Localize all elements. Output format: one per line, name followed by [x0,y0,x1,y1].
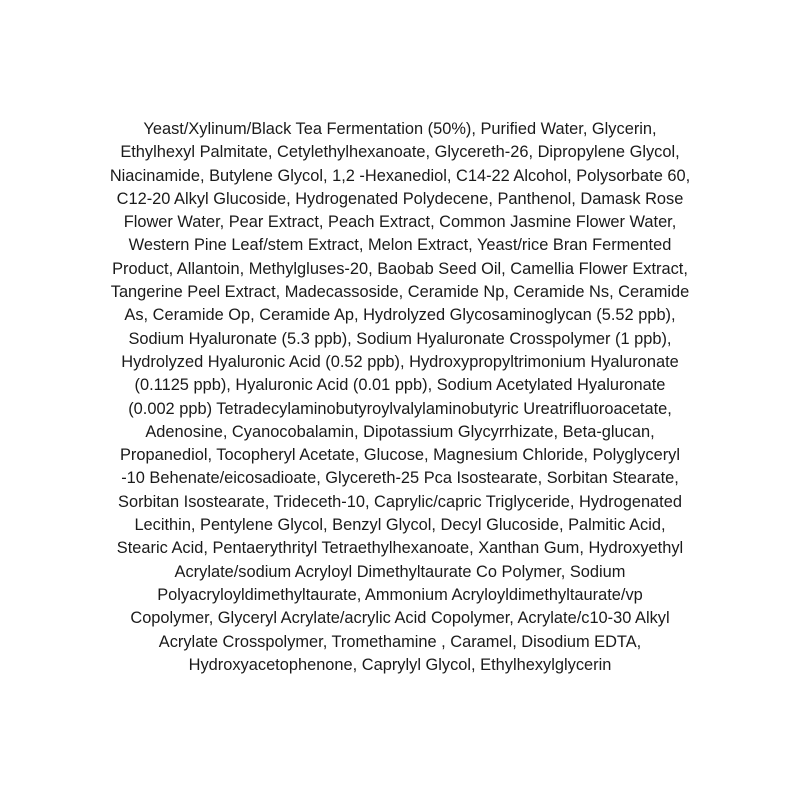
ingredient-line: Sodium Hyaluronate (5.3 ppb), Sodium Hyaluronate Crosspolymer (1 ppb), [128,329,672,348]
ingredient-line: Product, Allantoin, Methylgluses-20, Baobab Seed Oil, Camellia Flower Extract, [112,259,688,278]
ingredient-line: Ethylhexyl Palmitate, Cetylethylhexanoate, Glycereth-26, Dipropylene Glycol, [120,143,680,162]
ingredient-line: Polyacryloyldimethyltaurate, Ammonium Acryloyldimethyltaurate/vp [157,585,643,604]
ingredient-line: Lecithin, Pentylene Glycol, Benzyl Glycol, Decyl Glucoside, Palmitic Acid, [134,516,666,535]
ingredient-line: Yeast/Xylinum/Black Tea Fermentation (50%), Purified Water, Glycerin, [143,120,657,138]
ingredient-line: Sorbitan Isostearate, Trideceth-10, Caprylic/capric Triglyceride, Hydrogenated [118,492,682,511]
ingredient-line: (0.1125 ppb), Hyaluronic Acid (0.01 ppb), Sodium Acetylated Hyaluronate [134,376,666,395]
ingredient-line: As, Ceramide Op, Ceramide Ap, Hydrolyzed Glycosaminoglycan (5.52 ppb), [124,306,676,325]
ingredient-line: C12-20 Alkyl Glucoside, Hydrogenated Polydecene, Panthenol, Damask Rose [116,189,684,208]
ingredient-line: Tangerine Peel Extract, Madecassoside, Ceramide Np, Ceramide Ns, Ceramide [110,283,690,302]
ingredient-list [40,118,760,677]
ingredient-line: Niacinamide, Butylene Glycol, 1,2 -Hexanediol, C14-22 Alcohol, Polysorbate 60, [109,166,691,185]
ingredient-line: -10 Behenate/eicosadioate, Glycereth-25 Pca Isostearate, Sorbitan Stearate, [121,469,679,488]
ingredient-line: Acrylate Crosspolymer, Tromethamine , Caramel, Disodium EDTA, [158,632,642,651]
ingredient-line: Acrylate/sodium Acryloyl Dimethyltaurate Co Polymer, Sodium [174,562,626,581]
ingredient-line: Flower Water, Pear Extract, Peach Extract, Common Jasmine Flower Water, [123,213,677,232]
ingredient-line: Western Pine Leaf/stem Extract, Melon Extract, Yeast/rice Bran Fermented [128,236,672,255]
ingredient-line: Adenosine, Cyanocobalamin, Dipotassium Glycyrrhizate, Beta-glucan, [145,422,655,441]
ingredient-line: Propanediol, Tocopheryl Acetate, Glucose, Magnesium Chloride, Polyglyceryl [119,446,680,465]
ingredient-line: Hydroxyacetophenone, Caprylyl Glycol, Ethylhexylglycerin [188,655,612,674]
ingredient-line: Copolymer, Glyceryl Acrylate/acrylic Acid Copolymer, Acrylate/c10-30 Alkyl [130,609,670,628]
ingredient-line: (0.002 ppb) Tetradecylaminobutyroylvalylaminobutyric Ureatrifluoroacetate, [128,399,672,418]
ingredient-line: Stearic Acid, Pentaerythrityl Tetraethylhexanoate, Xanthan Gum, Hydroxyethyl [116,539,684,558]
ingredient-line: Hydrolyzed Hyaluronic Acid (0.52 ppb), Hydroxypropyltrimonium Hyaluronate [121,352,679,371]
